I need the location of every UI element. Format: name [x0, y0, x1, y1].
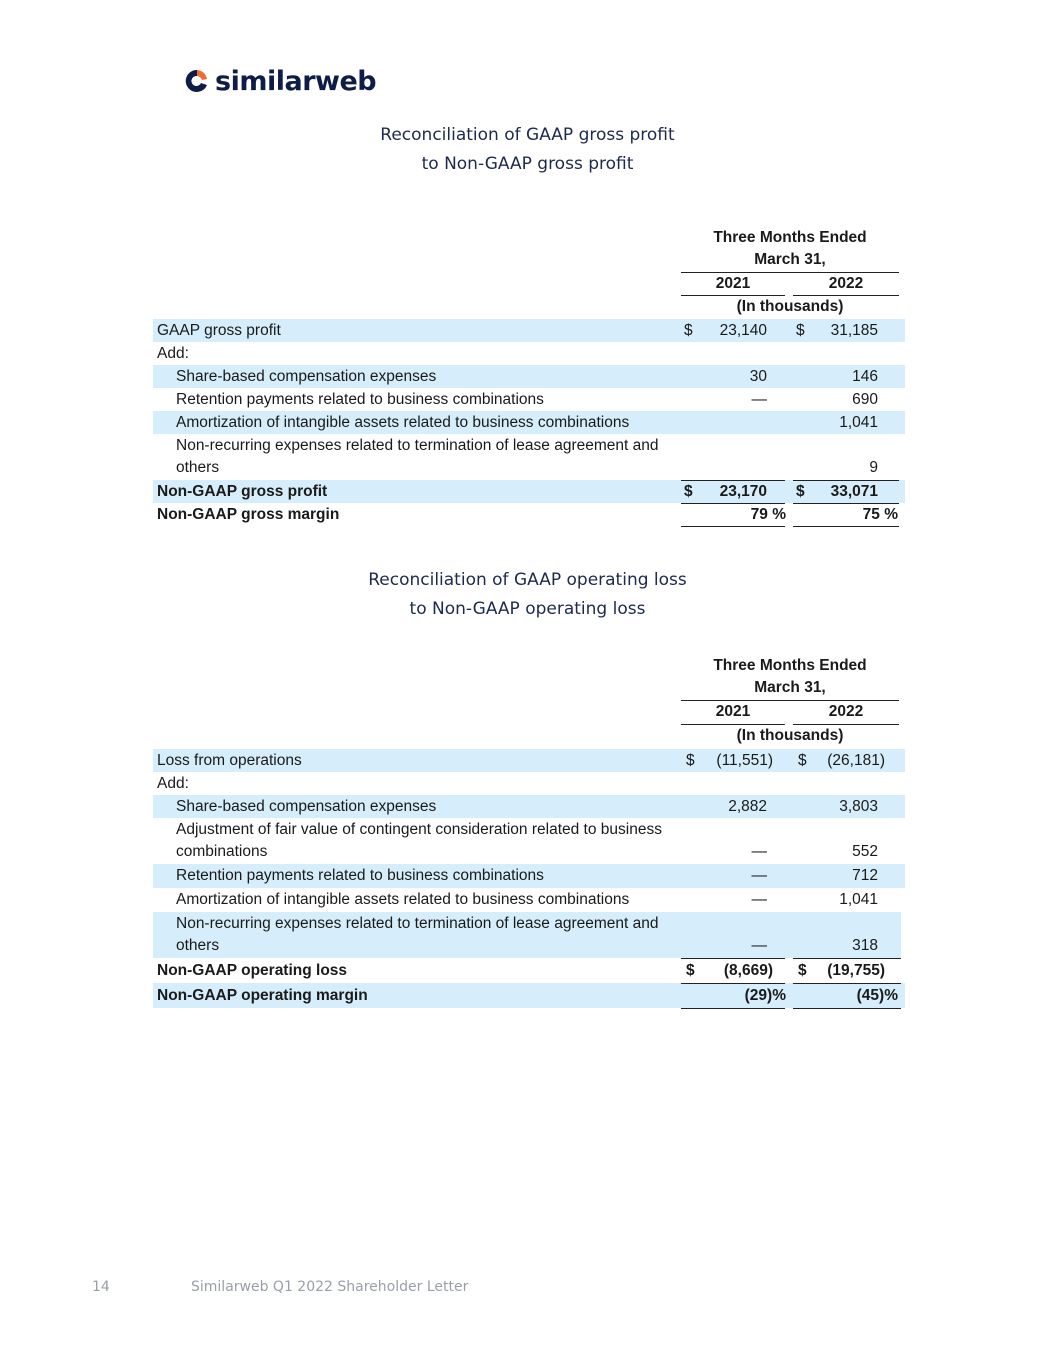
value-2021: — — [751, 891, 767, 908]
value-2022: 1,041 — [839, 891, 878, 908]
row-label: Amortization of intangible assets related to business combinations — [176, 891, 630, 908]
value-2021: — — [751, 843, 767, 860]
row-label: Non-GAAP gross profit — [157, 483, 328, 500]
table-row — [153, 795, 905, 818]
brand-name: similarweb — [215, 65, 377, 97]
value-2021: 2,882 — [728, 798, 767, 815]
period-date: March 31, — [754, 679, 826, 696]
value-2021: 79 % — [750, 506, 786, 523]
value-2022: 9 — [869, 459, 878, 476]
value-2021: — — [751, 391, 767, 408]
currency-symbol: $ — [798, 752, 807, 769]
value-2021: 30 — [749, 368, 767, 385]
value-2022: 75 % — [862, 506, 898, 523]
operating-loss-table — [153, 655, 905, 1008]
currency-symbol: $ — [684, 322, 693, 339]
value-2022: 712 — [852, 867, 878, 884]
operating-loss-title-line1: Reconciliation of GAAP operating loss — [368, 570, 687, 590]
value-2021: (11,551) — [716, 752, 773, 769]
row-label: Non-GAAP gross margin — [157, 506, 340, 523]
value-2022: 1,041 — [839, 414, 878, 431]
value-2022: 318 — [852, 937, 878, 954]
units-label: (In thousands) — [736, 298, 844, 315]
table-row — [153, 434, 905, 480]
table-row — [153, 912, 901, 958]
row-label: Non-GAAP operating margin — [157, 987, 368, 1004]
operating-loss-title-line2: to Non-GAAP operating loss — [409, 599, 646, 619]
document-title: Similarweb Q1 2022 Shareholder Letter — [191, 1279, 469, 1295]
period-label: Three Months Ended — [713, 229, 867, 246]
row-label: Share-based compensation expenses — [176, 798, 437, 815]
row-label: GAAP gross profit — [157, 322, 281, 339]
value-2022: 690 — [852, 391, 878, 408]
value-2021: 23,140 — [719, 322, 767, 339]
year-2021-header: 2021 — [715, 275, 751, 292]
value-2022: 146 — [852, 368, 878, 385]
gross-profit-table — [153, 227, 905, 526]
currency-symbol: $ — [684, 483, 693, 500]
year-2021-header: 2021 — [715, 703, 751, 720]
value-2021: 23,170 — [719, 483, 767, 500]
table-row — [153, 503, 905, 526]
year-2022-header: 2022 — [828, 275, 864, 292]
row-label: Retention payments related to business combinations — [176, 391, 544, 408]
row-label: Non-recurring expenses related to termination of lease agreement and others — [176, 915, 659, 954]
value-2021: (29)% — [744, 987, 786, 1004]
operating-loss-title — [0, 566, 1055, 624]
row-label: Retention payments related to business combinations — [176, 867, 544, 884]
table-row — [153, 388, 905, 411]
table-row — [153, 983, 905, 1008]
value-2022: 31,185 — [830, 322, 878, 339]
row-label: Non-GAAP operating loss — [157, 962, 348, 979]
row-label: Add: — [157, 775, 189, 792]
page-number: 14 — [92, 1279, 110, 1295]
value-2022: (45)% — [856, 987, 898, 1004]
currency-symbol: $ — [798, 962, 807, 979]
table-row — [153, 818, 905, 864]
value-2021: — — [751, 867, 767, 884]
row-label: Share-based compensation expenses — [176, 368, 437, 385]
value-2022: 552 — [852, 843, 878, 860]
currency-symbol: $ — [686, 962, 695, 979]
row-label: Non-recurring expenses related to termination of lease agreement and others — [176, 437, 659, 476]
currency-symbol: $ — [686, 752, 695, 769]
currency-symbol: $ — [796, 322, 805, 339]
table-row — [153, 342, 905, 365]
row-label: Adjustment of fair value of contingent consideration related to business combinations — [176, 821, 662, 860]
table-row — [153, 480, 905, 503]
row-label: Loss from operations — [157, 752, 302, 769]
gross-profit-title-line2: to Non-GAAP gross profit — [421, 154, 634, 174]
value-2022: 3,803 — [839, 798, 878, 815]
table-row — [153, 888, 905, 912]
table-row — [153, 958, 905, 983]
table-row — [153, 411, 905, 434]
table-row — [153, 772, 905, 795]
value-2022: (26,181) — [827, 752, 885, 769]
row-label: Add: — [157, 345, 189, 362]
value-2021: (8,669) — [723, 962, 773, 979]
year-2022-header: 2022 — [828, 703, 864, 720]
row-label: Amortization of intangible assets related to business combinations — [176, 414, 630, 431]
table-row — [153, 749, 905, 772]
currency-symbol: $ — [796, 483, 805, 500]
gross-profit-title — [0, 121, 1055, 179]
similarweb-swoosh-icon — [185, 68, 209, 94]
value-2021: — — [751, 937, 767, 954]
units-label: (In thousands) — [736, 727, 844, 744]
period-label: Three Months Ended — [713, 657, 867, 674]
table-row — [153, 864, 905, 888]
value-2022: (19,755) — [827, 962, 885, 979]
table-row — [153, 365, 905, 388]
table-row — [153, 319, 905, 342]
similarweb-logo — [185, 64, 376, 98]
period-date: March 31, — [754, 251, 826, 268]
gross-profit-title-line1: Reconciliation of GAAP gross profit — [380, 125, 675, 145]
value-2022: 33,071 — [830, 483, 878, 500]
